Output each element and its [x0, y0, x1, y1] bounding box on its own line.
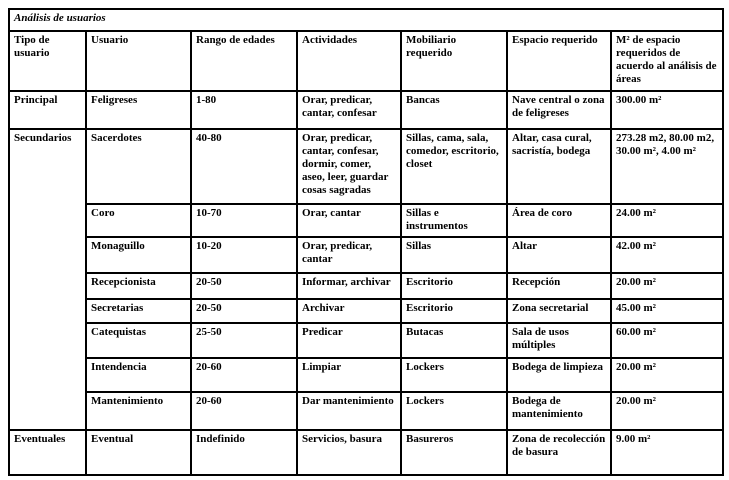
table-row	[9, 299, 723, 323]
mobiliario-cell: Butacas	[401, 323, 507, 358]
table-row	[9, 273, 723, 299]
header-mobiliario-requerido: Mobiliario requerido	[401, 31, 507, 91]
table-row	[9, 91, 723, 129]
usuario-cell: Feligreses	[86, 91, 191, 129]
actividades-cell: Orar, predicar, cantar, confesar	[297, 91, 401, 129]
usuario-cell: Intendencia	[86, 358, 191, 392]
actividades-cell: Predicar	[297, 323, 401, 358]
header-tipo-de-usuario: Tipo de usuario	[9, 31, 86, 91]
usuario-cell: Catequistas	[86, 323, 191, 358]
edades-cell: 20-50	[191, 299, 297, 323]
edades-cell: 40-80	[191, 129, 297, 204]
header-actividades: Actividades	[297, 31, 401, 91]
mobiliario-cell: Basureros	[401, 430, 507, 475]
user-analysis-table	[8, 8, 724, 476]
actividades-cell: Archivar	[297, 299, 401, 323]
m2-cell: 20.00 m²	[611, 273, 723, 299]
espacio-cell: Nave central o zona de feligreses	[507, 91, 611, 129]
table-row	[9, 430, 723, 475]
espacio-cell: Sala de usos múltiples	[507, 323, 611, 358]
mobiliario-cell: Lockers	[401, 358, 507, 392]
tipo-cell: Principal	[9, 91, 86, 129]
table-row	[9, 237, 723, 273]
tipo-cell: Secundarios	[9, 129, 86, 430]
edades-cell: Indefinido	[191, 430, 297, 475]
actividades-cell: Informar, archivar	[297, 273, 401, 299]
mobiliario-cell: Sillas, cama, sala, comedor, escritorio, closet	[401, 129, 507, 204]
mobiliario-cell: Escritorio	[401, 273, 507, 299]
actividades-cell: Orar, predicar, cantar, confesar, dormir, comer, aseo, leer, guardar cosas sagradas	[297, 129, 401, 204]
usuario-cell: Eventual	[86, 430, 191, 475]
m2-cell: 60.00 m²	[611, 323, 723, 358]
header-m2-espacio: M² de espacio requeridos de acuerdo al análisis de áreas	[611, 31, 723, 91]
m2-cell: 20.00 m²	[611, 392, 723, 430]
usuario-cell: Coro	[86, 204, 191, 237]
mobiliario-cell: Bancas	[401, 91, 507, 129]
espacio-cell: Altar, casa cural, sacristía, bodega	[507, 129, 611, 204]
usuario-cell: Monaguillo	[86, 237, 191, 273]
table-row	[9, 392, 723, 430]
m2-cell: 9.00 m²	[611, 430, 723, 475]
usuario-cell: Mantenimiento	[86, 392, 191, 430]
table-title: Análisis de usuarios	[9, 9, 723, 31]
header-usuario: Usuario	[86, 31, 191, 91]
espacio-cell: Recepción	[507, 273, 611, 299]
actividades-cell: Limpiar	[297, 358, 401, 392]
m2-cell: 45.00 m²	[611, 299, 723, 323]
espacio-cell: Área de coro	[507, 204, 611, 237]
edades-cell: 10-20	[191, 237, 297, 273]
espacio-cell: Bodega de limpieza	[507, 358, 611, 392]
table-row	[9, 358, 723, 392]
edades-cell: 25-50	[191, 323, 297, 358]
tipo-cell: Eventuales	[9, 430, 86, 475]
espacio-cell: Bodega de mantenimiento	[507, 392, 611, 430]
espacio-cell: Altar	[507, 237, 611, 273]
m2-cell: 20.00 m²	[611, 358, 723, 392]
espacio-cell: Zona secretarial	[507, 299, 611, 323]
edades-cell: 20-50	[191, 273, 297, 299]
m2-cell: 273.28 m2, 80.00 m2, 30.00 m², 4.00 m²	[611, 129, 723, 204]
usuario-cell: Recepcionista	[86, 273, 191, 299]
m2-cell: 42.00 m²	[611, 237, 723, 273]
espacio-cell: Zona de recolección de basura	[507, 430, 611, 475]
usuario-cell: Secretarias	[86, 299, 191, 323]
table-row	[9, 323, 723, 358]
mobiliario-cell: Escritorio	[401, 299, 507, 323]
mobiliario-cell: Sillas e instrumentos	[401, 204, 507, 237]
table-row	[9, 129, 723, 204]
mobiliario-cell: Lockers	[401, 392, 507, 430]
actividades-cell: Dar mantenimiento	[297, 392, 401, 430]
usuario-cell: Sacerdotes	[86, 129, 191, 204]
edades-cell: 20-60	[191, 392, 297, 430]
m2-cell: 24.00 m²	[611, 204, 723, 237]
actividades-cell: Orar, predicar, cantar	[297, 237, 401, 273]
edades-cell: 10-70	[191, 204, 297, 237]
header-rango-de-edades: Rango de edades	[191, 31, 297, 91]
table-row	[9, 204, 723, 237]
actividades-cell: Orar, cantar	[297, 204, 401, 237]
edades-cell: 20-60	[191, 358, 297, 392]
m2-cell: 300.00 m²	[611, 91, 723, 129]
header-espacio-requerido: Espacio requerido	[507, 31, 611, 91]
mobiliario-cell: Sillas	[401, 237, 507, 273]
edades-cell: 1-80	[191, 91, 297, 129]
actividades-cell: Servicios, basura	[297, 430, 401, 475]
